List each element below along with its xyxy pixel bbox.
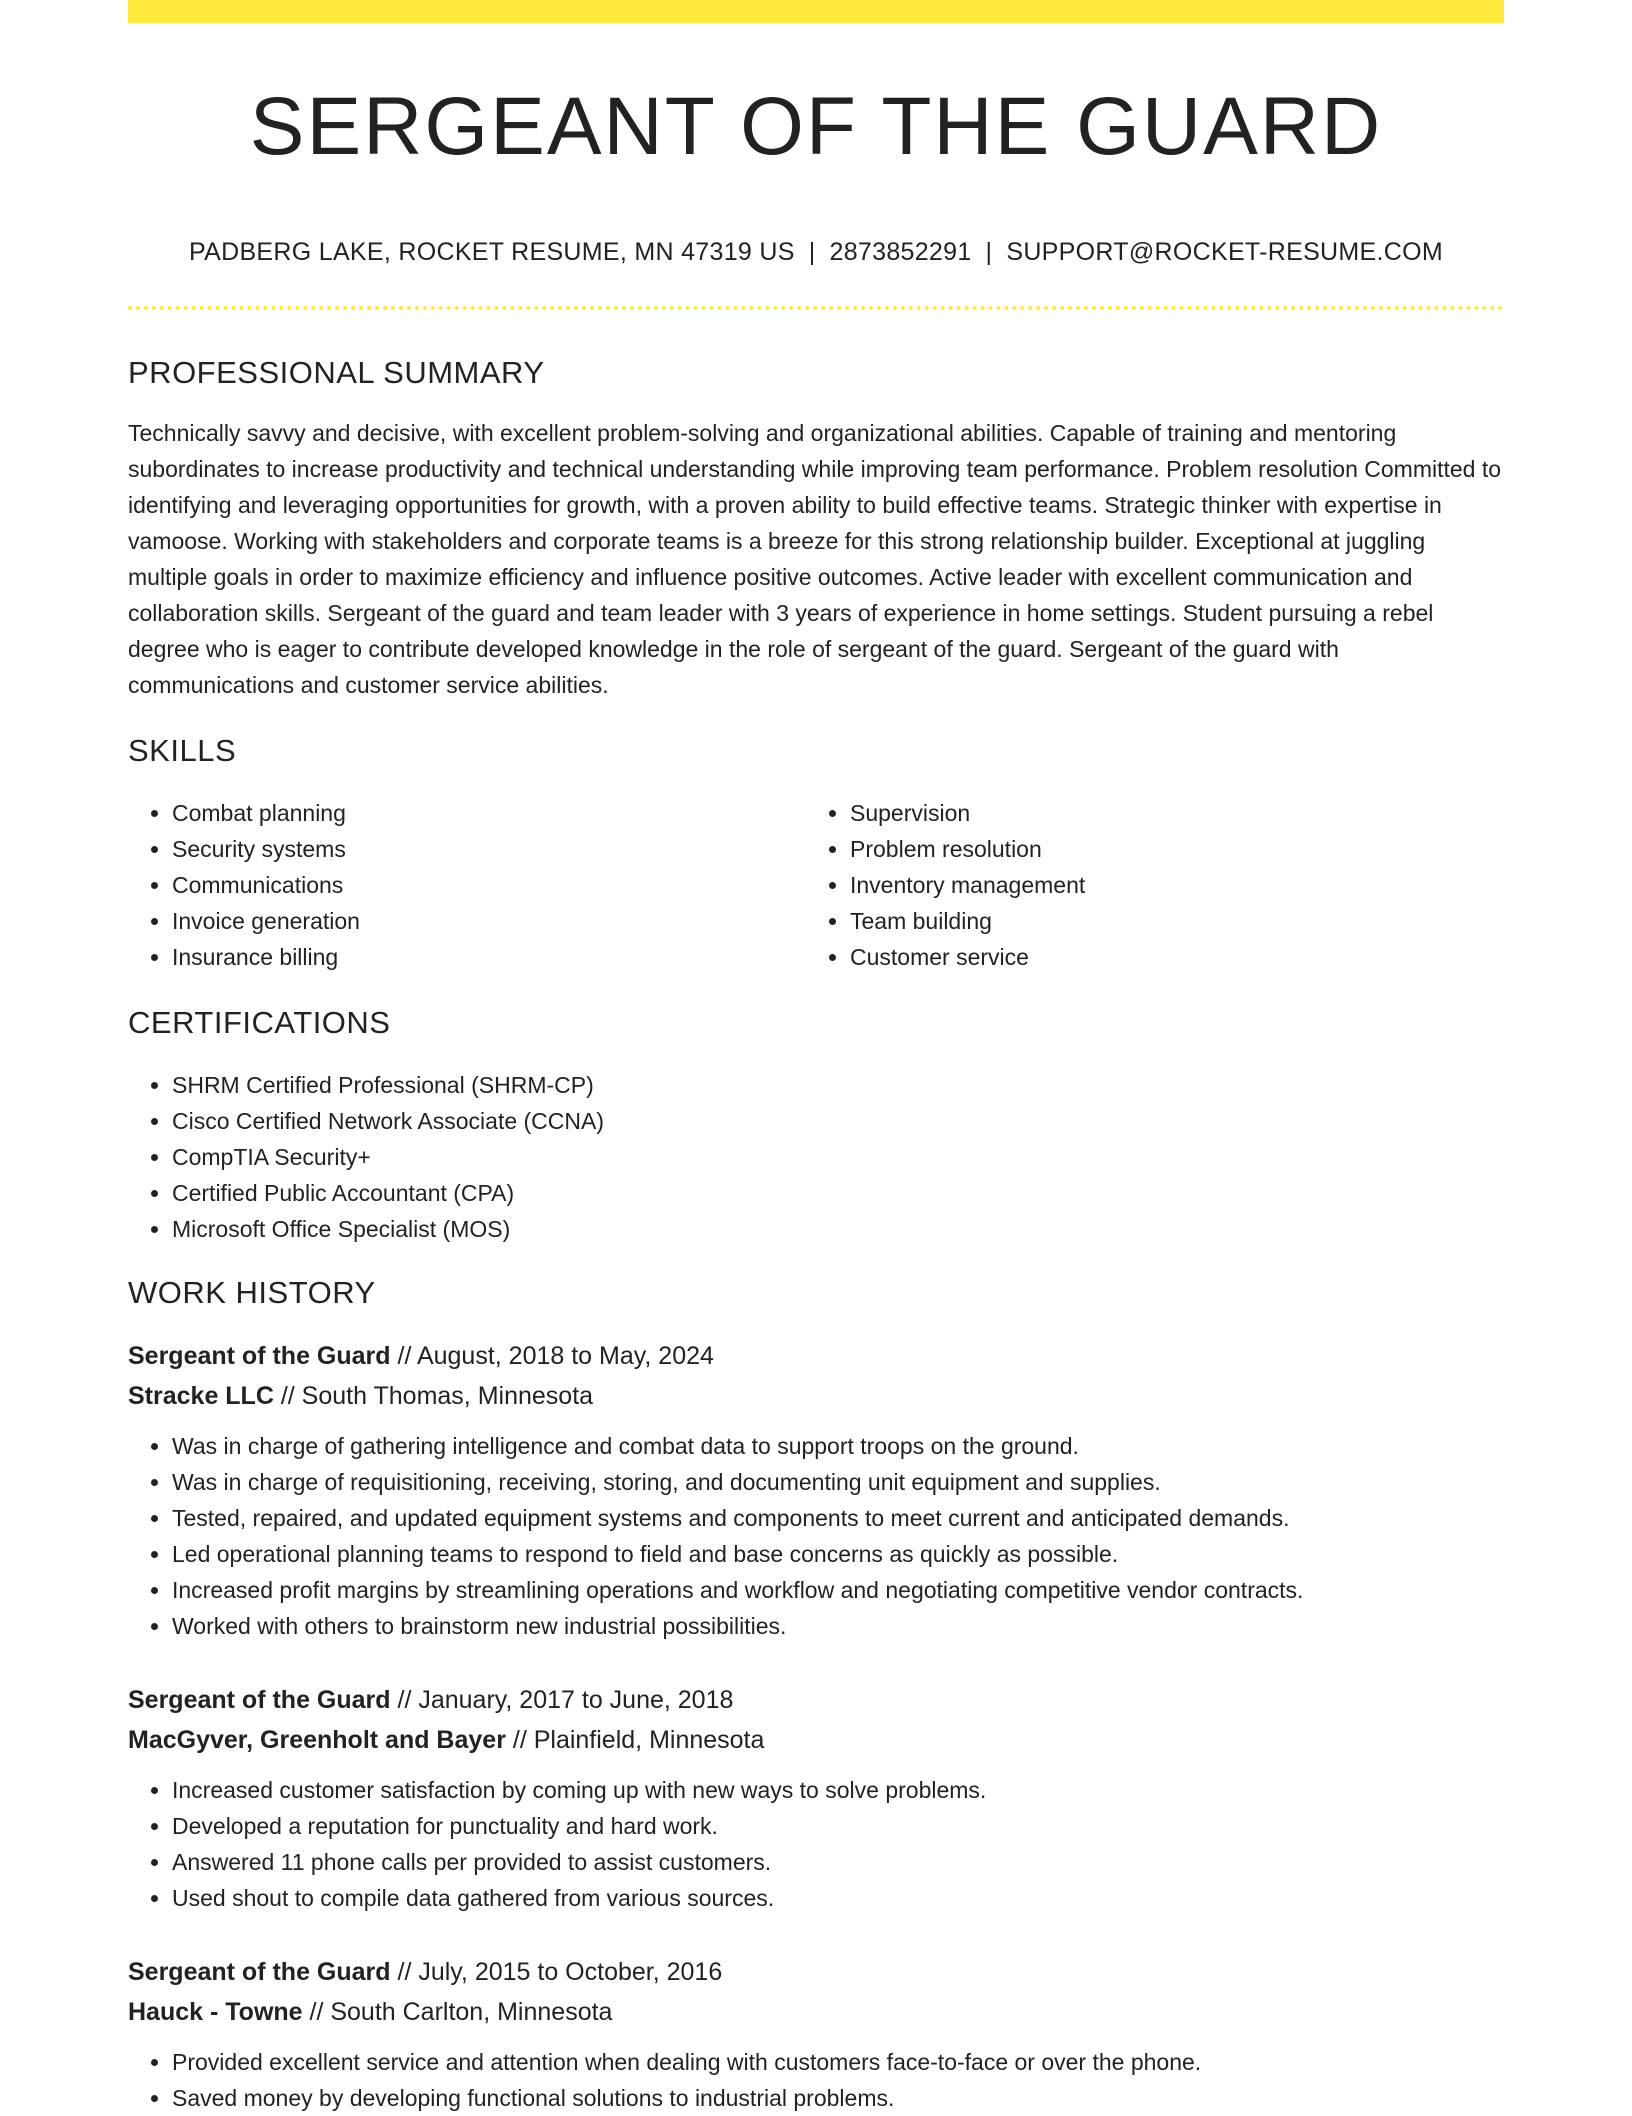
skill-item: • Inventory management [850,867,1446,903]
contact-separator: | [808,238,816,266]
job-bullet: • Tested, repaired, and updated equipment systems and components to meet current and anticipated demands. [172,1500,1504,1536]
job-location: // South Carlton, Minnesota [302,1998,613,2026]
job-company: MacGyver, Greenholt and Bayer [128,1726,506,1754]
skill-item: • Team building [850,903,1446,939]
job-entry [128,1336,1504,1644]
skills-heading: SKILLS [128,733,237,768]
job-bullet: • Increased profit margins by streamlining operations and workflow and negotiating competitive vendor contracts. [172,1572,1504,1608]
skill-item: • Problem resolution [850,831,1446,867]
certification-item: • SHRM Certified Professional (SHRM-CP) [172,1067,1128,1103]
job-entry [128,1680,1504,1916]
job-company: Hauck - Towne [128,1998,303,2026]
job-role: Sergeant of the Guard [128,1958,391,1986]
certifications-heading: CERTIFICATIONS [128,1005,391,1040]
contact-email: SUPPORT@ROCKET-RESUME.COM [1006,238,1443,266]
skill-item: • Communications [172,867,768,903]
job-bullet: • Worked with others to brainstorm new industrial possibilities. [172,1608,1504,1644]
job-role-line [128,1680,1504,1720]
summary-heading: PROFESSIONAL SUMMARY [128,355,545,390]
contact-line [128,238,1504,267]
certification-item: • CompTIA Security+ [172,1139,1128,1175]
job-bullet: • Provided excellent service and attention when dealing with customers face-to-face or over the phone. [172,2044,1504,2080]
skill-item: • Combat planning [172,795,768,831]
job-company-line [128,1376,1504,1416]
skills-column-right [806,795,1446,975]
job-bullet: • Answered 11 phone calls per provided to assist customers. [172,1844,1504,1880]
job-role: Sergeant of the Guard [128,1686,391,1714]
job-role: Sergeant of the Guard [128,1342,391,1370]
job-role-line [128,1952,1504,1992]
skill-item: • Invoice generation [172,903,768,939]
job-bullet: • Was in charge of gathering intelligence and combat data to support troops on the ground. [172,1428,1504,1464]
skill-item: • Insurance billing [172,939,768,975]
skill-item: • Security systems [172,831,768,867]
skill-item: • Customer service [850,939,1446,975]
dotted-divider [128,306,1504,310]
contact-phone: 2873852291 [829,238,972,266]
job-location: // Plainfield, Minnesota [505,1726,765,1754]
job-bullet: • Saved money by developing functional solutions to industrial problems. [172,2080,1504,2116]
job-bullet: • Used shout to compile data gathered from various sources. [172,1880,1504,1916]
job-company: Stracke LLC [128,1382,274,1410]
job-dates: // July, 2015 to October, 2016 [390,1958,723,1986]
certification-item: • Certified Public Accountant (CPA) [172,1175,1128,1211]
job-bullet: • Led operational planning teams to respond to field and base concerns as quickly as possible. [172,1536,1504,1572]
job-role-line [128,1336,1504,1376]
job-dates: // August, 2018 to May, 2024 [390,1342,714,1370]
job-entry [128,1952,1504,2116]
resume-name: SERGEANT OF THE GUARD [249,81,1383,172]
work-history-heading: WORK HISTORY [128,1275,376,1310]
job-bullet: • Increased customer satisfaction by coming up with new ways to solve problems. [172,1772,1504,1808]
certification-item: • Cisco Certified Network Associate (CCNA) [172,1103,1128,1139]
job-bullet: • Developed a reputation for punctuality and hard work. [172,1808,1504,1844]
skill-item: • Supervision [850,795,1446,831]
accent-bar [128,0,1504,23]
job-location: // South Thomas, Minnesota [273,1382,594,1410]
contact-address: PADBERG LAKE, ROCKET RESUME, MN 47319 US [189,238,795,266]
skills-column-left [128,795,768,975]
contact-separator: | [985,238,993,266]
job-company-line [128,1720,1504,1760]
certification-item: • Microsoft Office Specialist (MOS) [172,1211,1128,1247]
job-bullet: • Was in charge of requisitioning, receiving, storing, and documenting unit equipment and supplies. [172,1464,1504,1500]
job-dates: // January, 2017 to June, 2018 [390,1686,734,1714]
job-company-line [128,1992,1504,2032]
certifications-list [128,1067,1128,1247]
summary-text: Technically savvy and decisive, with excellent problem-solving and organizational abilities. Capable of training and mentoring subordinates to increase productivity and technical understanding while improving team performance. Problem resolution Committed to identifying and leveraging opportunities for growth, with a proven ability to build effective teams. Strategic thinker with expertise in vamoose. Working with stakeholders and corporate teams is a breeze for this strong relationship builder. Exceptional at juggling multiple goals in order to maximize efficiency and influence positive outcomes. Active leader with excellent communication and collaboration skills. Sergeant of the guard and team leader with 3 years of experience in home settings. Student pursuing a rebel degree who is eager to contribute developed knowledge in the role of sergeant of the guard. Sergeant of the guard with communications and customer service abilities. [128,420,1502,698]
